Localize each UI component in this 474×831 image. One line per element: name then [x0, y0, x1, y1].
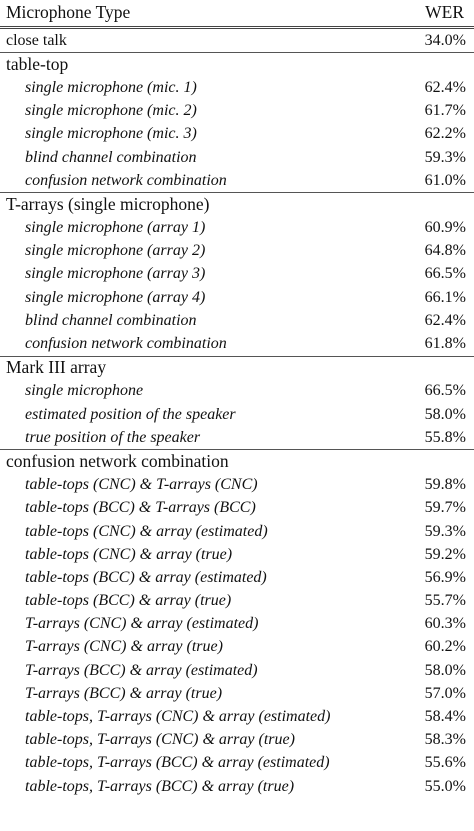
row-value: 55.6% — [424, 754, 466, 772]
row-value: 57.0% — [424, 684, 466, 702]
row-label: T-arrays (BCC) & array (estimated) — [25, 661, 258, 679]
row-label: single microphone (mic. 2) — [25, 102, 197, 120]
table-row — [0, 263, 474, 286]
table-sections — [0, 52, 474, 798]
row-label: table-tops (CNC) & array (true) — [25, 545, 233, 563]
row-value: 59.3% — [424, 522, 466, 540]
row-value: 56.9% — [424, 568, 466, 586]
row-label: table-tops (CNC) & array (estimated) — [25, 522, 268, 540]
row-value: 60.9% — [424, 219, 466, 237]
row-label: confusion network combination — [25, 335, 227, 353]
row-value: 58.0% — [424, 661, 466, 679]
close-talk-row — [0, 26, 474, 52]
row-label: table-tops (BCC) & array (estimated) — [25, 568, 267, 586]
table-row — [0, 76, 474, 99]
row-label: single microphone (array 1) — [25, 219, 206, 237]
row-label: single microphone (array 4) — [25, 288, 206, 306]
section-title-row — [0, 449, 474, 473]
row-label: estimated position of the speaker — [25, 405, 236, 423]
row-label: T-arrays (CNC) & array (estimated) — [25, 615, 259, 633]
table-row — [0, 169, 474, 192]
table-row — [0, 240, 474, 263]
row-value: 66.5% — [424, 382, 466, 400]
table-row — [0, 497, 474, 520]
table-row — [0, 682, 474, 705]
table-row — [0, 100, 474, 123]
row-value: 59.3% — [424, 148, 466, 166]
row-value: 59.7% — [424, 499, 466, 517]
row-value: 62.2% — [424, 125, 466, 143]
table-row — [0, 636, 474, 659]
row-label: table-tops (BCC) & T-arrays (BCC) — [25, 499, 256, 517]
row-value: 55.7% — [424, 592, 466, 610]
row-label: table-tops (BCC) & array (true) — [25, 592, 232, 610]
table-row — [0, 332, 474, 355]
header-wer: WER — [425, 2, 464, 23]
table-row — [0, 705, 474, 728]
row-value: 61.0% — [424, 171, 466, 189]
row-label: single microphone (mic. 1) — [25, 78, 197, 96]
table-row — [0, 590, 474, 613]
table-row — [0, 613, 474, 636]
section-title: confusion network combination — [6, 451, 229, 472]
table-row — [0, 403, 474, 426]
table-row — [0, 474, 474, 497]
table-row — [0, 286, 474, 309]
table-row — [0, 426, 474, 449]
row-label: single microphone (array 2) — [25, 242, 206, 260]
row-value: 59.2% — [424, 545, 466, 563]
table-header-row — [0, 0, 474, 26]
row-label: single microphone (array 3) — [25, 265, 206, 283]
row-label: single microphone — [25, 382, 144, 400]
section-title: T-arrays (single microphone) — [6, 194, 210, 215]
row-label: blind channel combination — [25, 311, 197, 329]
row-label: table-tops, T-arrays (CNC) & array (true) — [25, 731, 295, 749]
section-title-row — [0, 192, 474, 216]
table-row — [0, 752, 474, 775]
section-title: table-top — [6, 54, 69, 75]
row-value: 61.7% — [424, 102, 466, 120]
row-value: 66.1% — [424, 288, 466, 306]
row-value: 66.5% — [424, 265, 466, 283]
header-microphone-type: Microphone Type — [6, 2, 131, 23]
row-value: 34.0% — [424, 31, 466, 49]
row-value: 58.3% — [424, 731, 466, 749]
row-value: 62.4% — [424, 311, 466, 329]
row-value: 64.8% — [424, 242, 466, 260]
row-label: T-arrays (CNC) & array (true) — [25, 638, 223, 656]
table-row — [0, 217, 474, 240]
row-value: 59.8% — [424, 476, 466, 494]
table-row — [0, 729, 474, 752]
row-label: table-tops (CNC) & T-arrays (CNC) — [25, 476, 258, 494]
row-label: table-tops, T-arrays (BCC) & array (estimated) — [25, 754, 330, 772]
table-row — [0, 309, 474, 332]
table-row — [0, 146, 474, 169]
row-value: 58.4% — [424, 708, 466, 726]
row-value: 60.2% — [424, 638, 466, 656]
row-label: close talk — [6, 31, 67, 49]
row-label: confusion network combination — [25, 171, 227, 189]
table-row — [0, 520, 474, 543]
section-title-row — [0, 356, 474, 380]
table-row — [0, 566, 474, 589]
row-value: 60.3% — [424, 615, 466, 633]
table-row — [0, 659, 474, 682]
row-label: table-tops, T-arrays (CNC) & array (estimated) — [25, 708, 331, 726]
row-label: table-tops, T-arrays (BCC) & array (true) — [25, 777, 295, 795]
row-value: 58.0% — [424, 405, 466, 423]
row-value: 62.4% — [424, 78, 466, 96]
section-title: Mark III array — [6, 357, 107, 378]
table-row — [0, 775, 474, 798]
row-label: single microphone (mic. 3) — [25, 125, 197, 143]
row-value: 55.8% — [424, 428, 466, 446]
row-label: T-arrays (BCC) & array (true) — [25, 684, 223, 702]
table-row — [0, 123, 474, 146]
section-title-row — [0, 52, 474, 76]
row-value: 61.8% — [424, 335, 466, 353]
table-row — [0, 380, 474, 403]
row-value: 55.0% — [424, 777, 466, 795]
table-row — [0, 543, 474, 566]
row-label: blind channel combination — [25, 148, 197, 166]
row-label: true position of the speaker — [25, 428, 201, 446]
